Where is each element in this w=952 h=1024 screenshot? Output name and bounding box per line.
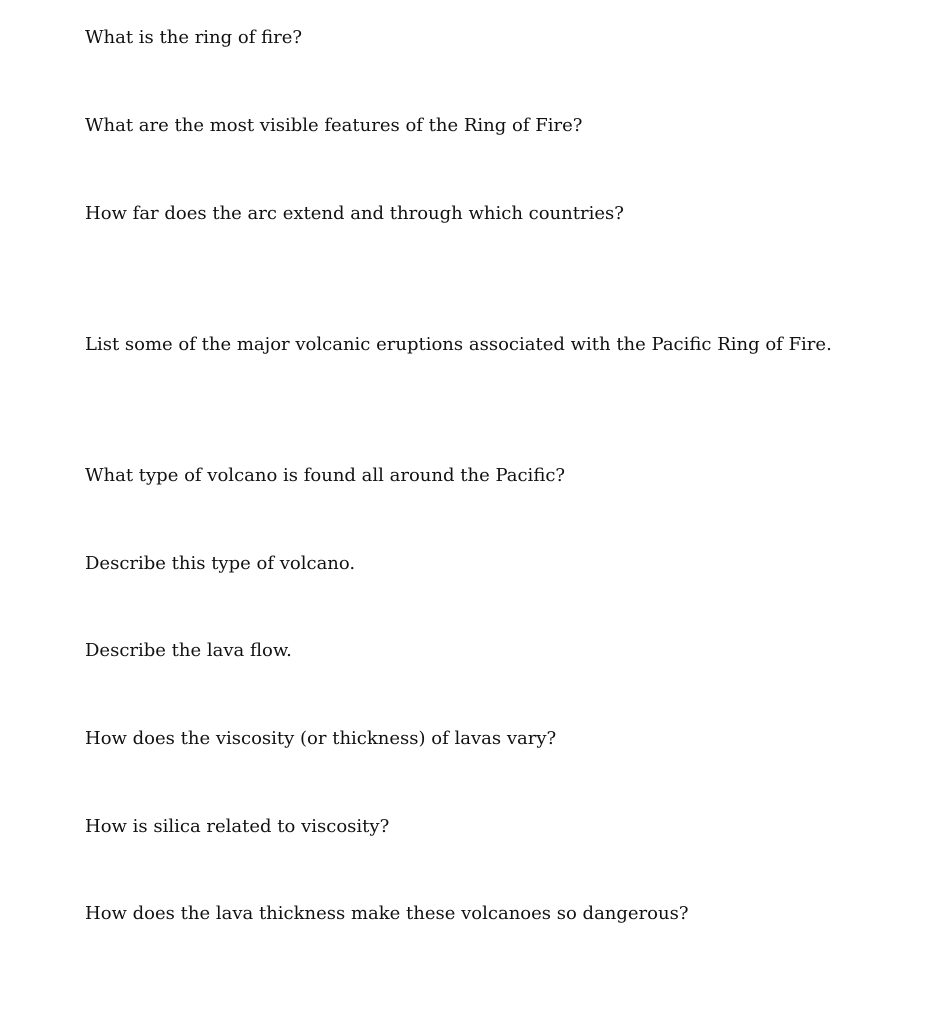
question-3: How far does the arc extend and through which countries? — [85, 203, 624, 224]
question-8: How does the viscosity (or thickness) of lavas vary? — [85, 728, 557, 749]
question-5: What type of volcano is found all around the Pacific? — [85, 465, 566, 486]
question-9: How is silica related to viscosity? — [85, 816, 390, 837]
question-10: How does the lava thickness make these volcanoes so dangerous? — [85, 903, 689, 924]
question-1: What is the ring of fire? — [85, 27, 303, 48]
question-2: What are the most visible features of the Ring of Fire? — [85, 115, 583, 136]
question-7: Describe the lava flow. — [85, 640, 292, 661]
question-6: Describe this type of volcano. — [85, 553, 356, 574]
question-4: List some of the major volcanic eruptions associated with the Pacific Ring of Fire. — [85, 334, 832, 355]
